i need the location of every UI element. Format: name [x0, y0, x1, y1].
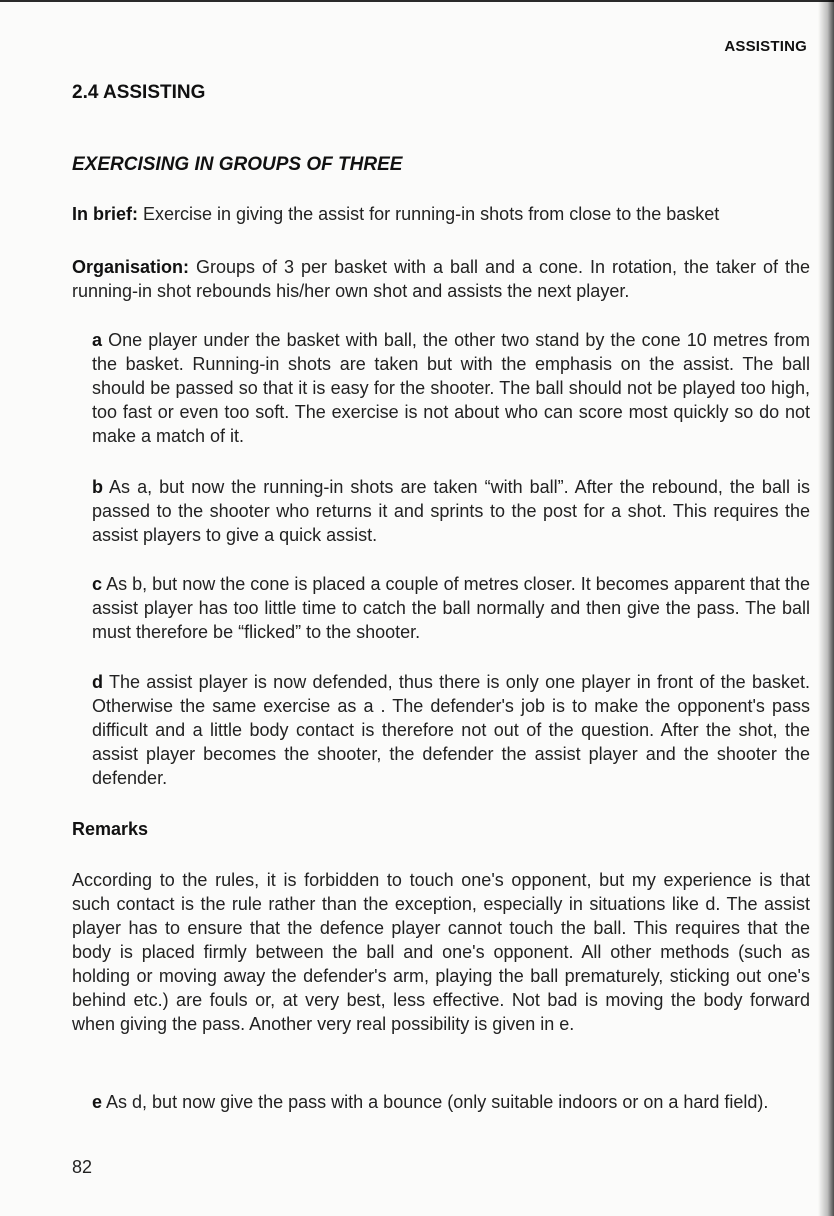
organisation-paragraph	[72, 255, 810, 303]
exercise-letter: c	[92, 574, 103, 594]
in-brief-text: Exercise in giving the assist for running-in shots from close to the basket	[143, 204, 720, 224]
exercise-text: One player under the basket with ball, the other two stand by the cone 10 metres from the basket. Running-in shots are taken but with the emphasis on the assist. The ball should be passed so that it is easy for the shooter. The ball should not be played too high, too fast or even too soft. The exercise is not about who can score most quickly so do not make a match of it.	[92, 330, 810, 446]
exercise-b	[92, 475, 810, 547]
organisation-label: Organisation:	[72, 257, 190, 277]
exercise-letter: b	[92, 477, 103, 497]
exercise-letter: a	[92, 330, 103, 350]
exercise-e	[92, 1090, 810, 1114]
exercise-text: As b, but now the cone is placed a couple of metres closer. It becomes apparent that the assist player has too little time to catch the ball normally and then give the pass. The ball must therefore be “flicked” to the shooter.	[92, 574, 810, 642]
exercise-c	[92, 572, 810, 644]
running-head: ASSISTING	[724, 38, 807, 55]
in-brief-label: In brief:	[72, 204, 138, 224]
section-title: 2.4 ASSISTING	[72, 82, 206, 103]
exercise-d	[92, 670, 810, 790]
exercise-letter: d	[92, 672, 103, 692]
page-top-edge	[0, 0, 834, 2]
remarks-heading: Remarks	[72, 819, 149, 839]
exercise-text: As d, but now give the pass with a bounce (only suitable indoors or on a hard field).	[106, 1092, 769, 1112]
remarks-paragraph: According to the rules, it is forbidden to touch one's opponent, but my experience is that such contact is the rule rather than the exception, especially in situations like d. The assist player has to ensure that the defence player cannot touch the ball. This requires that the body is placed firmly between the ball and one's opponent. All other methods (such as holding or moving away the defender's arm, playing the ball prematurely, sticking out one's behind etc.) are fouls or, at very best, less effective. Not bad is moving the body forward when giving the pass. Another very real possibility is given in e.	[72, 870, 810, 1034]
exercise-letter: e	[92, 1092, 103, 1112]
section-subtitle: EXERCISING IN GROUPS OF THREE	[72, 154, 403, 175]
exercise-a	[92, 328, 810, 448]
exercise-text: As a, but now the running-in shots are taken “with ball”. After the rebound, the ball is passed to the shooter who returns it and sprints to the post for a shot. This requires the assist players to give a quick assist.	[92, 477, 810, 545]
organisation-text: Groups of 3 per basket with a ball and a cone. In rotation, the taker of the running-in shot rebounds his/her own shot and assists the next player.	[72, 257, 810, 301]
page-binding-shadow	[818, 0, 834, 1216]
in-brief-paragraph	[72, 202, 810, 226]
page-number: 82	[72, 1157, 93, 1177]
exercise-text: The assist player is now defended, thus there is only one player in front of the basket. Otherwise the same exercise as a . The defender's job is to make the opponent's pass difficult and a little body contact is therefore not out of the question. After the shot, the assist player becomes the shooter, the defender the assist player and the shooter the defender.	[92, 672, 810, 788]
